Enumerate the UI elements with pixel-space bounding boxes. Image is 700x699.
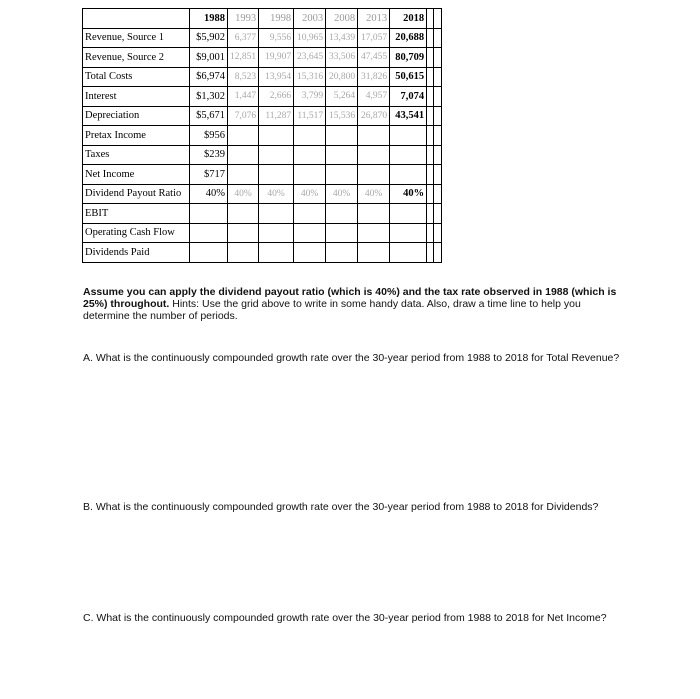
- blank-cell: [427, 48, 434, 68]
- question-c: C. What is the continuously compounded growth rate over the 30-year period from 1988 to 2018 for Net Income?: [83, 612, 607, 624]
- value-cell: 40%: [358, 184, 390, 204]
- value-cell: 23,645: [294, 48, 326, 68]
- row-label: Dividends Paid: [83, 243, 190, 263]
- year-header: 2018: [390, 9, 427, 29]
- table-row: [83, 67, 442, 87]
- value-cell: [259, 145, 294, 165]
- blank-cell: [434, 243, 442, 263]
- blank-cell: [427, 184, 434, 204]
- value-cell: [294, 145, 326, 165]
- value-cell: [228, 243, 259, 263]
- value-cell: [294, 165, 326, 185]
- value-cell: [358, 243, 390, 263]
- value-2018: [390, 165, 427, 185]
- blank-cell: [427, 106, 434, 126]
- value-1988: $1,302: [190, 87, 228, 107]
- blank-cell: [427, 204, 434, 224]
- table-row: [83, 126, 442, 146]
- value-cell: [326, 126, 358, 146]
- value-cell: 5,264: [326, 87, 358, 107]
- value-cell: 19,907: [259, 48, 294, 68]
- table-row: [83, 106, 442, 126]
- value-cell: 8,523: [228, 67, 259, 87]
- row-label: Revenue, Source 2: [83, 48, 190, 68]
- table-row: [83, 223, 442, 243]
- value-cell: [358, 223, 390, 243]
- table-row: [83, 165, 442, 185]
- blank-cell: [427, 223, 434, 243]
- value-cell: [259, 204, 294, 224]
- value-cell: [294, 223, 326, 243]
- value-cell: 10,965: [294, 28, 326, 48]
- row-label: Depreciation: [83, 106, 190, 126]
- value-2018: 50,615: [390, 67, 427, 87]
- value-cell: 40%: [294, 184, 326, 204]
- value-cell: [326, 243, 358, 263]
- value-cell: [228, 223, 259, 243]
- value-cell: 40%: [326, 184, 358, 204]
- value-cell: [228, 204, 259, 224]
- question-a: A. What is the continuously compounded growth rate over the 30-year period from 1988 to 2018 for Total Revenue?: [83, 352, 620, 364]
- year-header: 2008: [326, 9, 358, 29]
- corner-cell: [83, 9, 190, 29]
- blank-cell: [427, 126, 434, 146]
- year-header: 1998: [259, 9, 294, 29]
- blank-cell: [434, 204, 442, 224]
- value-2018: 7,074: [390, 87, 427, 107]
- value-2018: [390, 126, 427, 146]
- value-cell: [358, 165, 390, 185]
- value-1988: [190, 223, 228, 243]
- table-row: [83, 243, 442, 263]
- value-cell: [358, 126, 390, 146]
- blank-cell: [434, 223, 442, 243]
- value-cell: 2,666: [259, 87, 294, 107]
- year-header: 1988: [190, 9, 228, 29]
- row-label: EBIT: [83, 204, 190, 224]
- row-label: Revenue, Source 1: [83, 28, 190, 48]
- year-header: 2013: [358, 9, 390, 29]
- blank-cell: [434, 145, 442, 165]
- value-cell: 6,377: [228, 28, 259, 48]
- value-cell: [228, 126, 259, 146]
- instructions-bold: Assume you can apply the dividend payout ratio (which is 40%) and the tax rate observed in 1988 (which is 25%) throughout.: [83, 286, 617, 310]
- value-2018: [390, 243, 427, 263]
- blank-cell: [427, 28, 434, 48]
- value-cell: 11,287: [259, 106, 294, 126]
- blank-cell: [427, 87, 434, 107]
- value-1988: [190, 243, 228, 263]
- row-label: Total Costs: [83, 67, 190, 87]
- value-cell: [326, 165, 358, 185]
- value-1988: [190, 204, 228, 224]
- value-cell: 40%: [259, 184, 294, 204]
- value-1988: $5,671: [190, 106, 228, 126]
- value-cell: [259, 243, 294, 263]
- question-b: B. What is the continuously compounded growth rate over the 30-year period from 1988 to 2018 for Dividends?: [83, 501, 599, 513]
- blank-cell: [434, 126, 442, 146]
- value-cell: 11,517: [294, 106, 326, 126]
- blank-cell: [434, 48, 442, 68]
- value-cell: 4,957: [358, 87, 390, 107]
- year-header: 2003: [294, 9, 326, 29]
- value-1988: $239: [190, 145, 228, 165]
- financial-data-grid: [82, 8, 442, 263]
- row-label: Interest: [83, 87, 190, 107]
- value-cell: [326, 223, 358, 243]
- value-2018: [390, 223, 427, 243]
- value-cell: 9,556: [259, 28, 294, 48]
- value-cell: [294, 126, 326, 146]
- value-cell: 26,870: [358, 106, 390, 126]
- value-2018: 43,541: [390, 106, 427, 126]
- header-row: [83, 9, 442, 29]
- value-cell: 20,800: [326, 67, 358, 87]
- row-label: Dividend Payout Ratio: [83, 184, 190, 204]
- value-cell: [326, 204, 358, 224]
- table-row: [83, 204, 442, 224]
- value-cell: [294, 204, 326, 224]
- value-cell: 7,076: [228, 106, 259, 126]
- value-2018: 20,688: [390, 28, 427, 48]
- value-cell: [228, 145, 259, 165]
- blank-cell: [427, 165, 434, 185]
- row-label: Net Income: [83, 165, 190, 185]
- value-2018: [390, 145, 427, 165]
- blank-cell: [427, 145, 434, 165]
- table-row: [83, 145, 442, 165]
- year-header: 1993: [228, 9, 259, 29]
- value-cell: [358, 145, 390, 165]
- blank-cell: [434, 67, 442, 87]
- row-label: Taxes: [83, 145, 190, 165]
- value-cell: [294, 243, 326, 263]
- blank-cell: [427, 67, 434, 87]
- value-cell: 12,851: [228, 48, 259, 68]
- value-cell: 31,826: [358, 67, 390, 87]
- blank-cell: [434, 184, 442, 204]
- row-label: Operating Cash Flow: [83, 223, 190, 243]
- value-1988: $5,902: [190, 28, 228, 48]
- value-1988: $956: [190, 126, 228, 146]
- value-cell: [228, 165, 259, 185]
- value-cell: 33,506: [326, 48, 358, 68]
- table-row: [83, 184, 442, 204]
- blank-cell: [434, 28, 442, 48]
- value-cell: 15,536: [326, 106, 358, 126]
- value-cell: [326, 145, 358, 165]
- value-cell: 17,057: [358, 28, 390, 48]
- value-cell: [259, 165, 294, 185]
- value-1988: $9,001: [190, 48, 228, 68]
- value-cell: 3,799: [294, 87, 326, 107]
- value-1988: 40%: [190, 184, 228, 204]
- instructions-text: [83, 286, 623, 322]
- value-cell: [358, 204, 390, 224]
- value-1988: $717: [190, 165, 228, 185]
- value-2018: 40%: [390, 184, 427, 204]
- value-cell: 1,447: [228, 87, 259, 107]
- value-cell: 15,316: [294, 67, 326, 87]
- blank-cell: [434, 106, 442, 126]
- table-row: [83, 28, 442, 48]
- table-row: [83, 48, 442, 68]
- value-cell: [259, 223, 294, 243]
- blank-cell: [434, 165, 442, 185]
- instructions-hints: Hints: Use the grid above to write in some handy data. Also, draw a time line to help you determine the number of periods.: [83, 298, 581, 322]
- value-2018: 80,709: [390, 48, 427, 68]
- value-cell: 47,455: [358, 48, 390, 68]
- value-2018: [390, 204, 427, 224]
- value-cell: 40%: [228, 184, 259, 204]
- blank-cell: [434, 87, 442, 107]
- row-label: Pretax Income: [83, 126, 190, 146]
- blank-cell: [427, 9, 434, 29]
- value-cell: [259, 126, 294, 146]
- blank-cell: [434, 9, 442, 29]
- table-row: [83, 87, 442, 107]
- blank-cell: [427, 243, 434, 263]
- value-cell: 13,439: [326, 28, 358, 48]
- value-cell: 13,954: [259, 67, 294, 87]
- value-1988: $6,974: [190, 67, 228, 87]
